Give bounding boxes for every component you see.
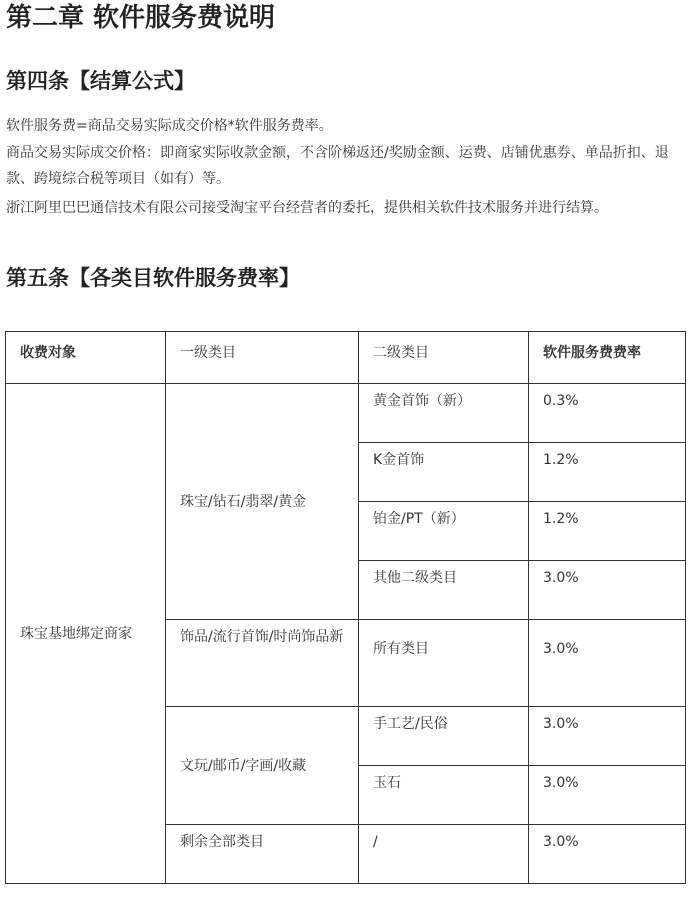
table-header-row xyxy=(6,332,686,384)
rate-cell: 3.0% xyxy=(529,707,686,766)
rate-cell: 3.0% xyxy=(529,561,686,620)
level2-cell: 手工艺/民俗 xyxy=(359,707,529,766)
rate-cell: 3.0% xyxy=(529,766,686,825)
header-level1: 一级类目 xyxy=(166,332,359,384)
header-rate: 软件服务费费率 xyxy=(529,332,686,384)
chapter-title: 第二章 软件服务费说明 xyxy=(6,3,276,33)
merchant-cell: 珠宝基地绑定商家 xyxy=(6,384,166,884)
rate-cell: 1.2% xyxy=(529,443,686,502)
level2-cell: 其他二级类目 xyxy=(359,561,529,620)
level2-cell: 铂金/PT（新） xyxy=(359,502,529,561)
rate-cell: 3.0% xyxy=(529,825,686,884)
rate-cell: 0.3% xyxy=(529,384,686,443)
level1-cell: 饰品/流行首饰/时尚饰品新 xyxy=(166,620,359,707)
level2-cell: 玉石 xyxy=(359,766,529,825)
rate-cell: 3.0% xyxy=(529,620,686,707)
level1-cell: 珠宝/钻石/翡翠/黄金 xyxy=(166,384,359,620)
settlement-paragraph: 浙江阿里巴巴通信技术有限公司接受淘宝平台经营者的委托，提供相关软件技术服务并进行结算。 xyxy=(6,200,608,216)
article-5-title: 第五条【各类目软件服务费率】 xyxy=(6,266,300,290)
level1-cell: 剩余全部类目 xyxy=(166,825,359,884)
fee-rate-table xyxy=(5,331,686,884)
formula-paragraph: 软件服务费=商品交易实际成交价格*软件服务费率。 xyxy=(6,118,333,134)
header-level2: 二级类目 xyxy=(359,332,529,384)
article-4-title: 第四条【结算公式】 xyxy=(6,69,195,93)
level2-cell: 黄金首饰（新） xyxy=(359,384,529,443)
table-row xyxy=(6,384,686,443)
level2-cell: K金首饰 xyxy=(359,443,529,502)
price-definition-paragraph: 商品交易实际成交价格：即商家实际收款金额，不含阶梯返还/奖励金额、运费、店铺优惠券、单品折扣、退款、跨境综合税等项目（如有）等。 xyxy=(6,145,669,187)
level2-cell: / xyxy=(359,825,529,884)
level2-cell: 所有类目 xyxy=(359,620,529,707)
rate-cell: 1.2% xyxy=(529,502,686,561)
level1-cell: 文玩/邮币/字画/收藏 xyxy=(166,707,359,825)
header-charge-object: 收费对象 xyxy=(6,332,166,384)
